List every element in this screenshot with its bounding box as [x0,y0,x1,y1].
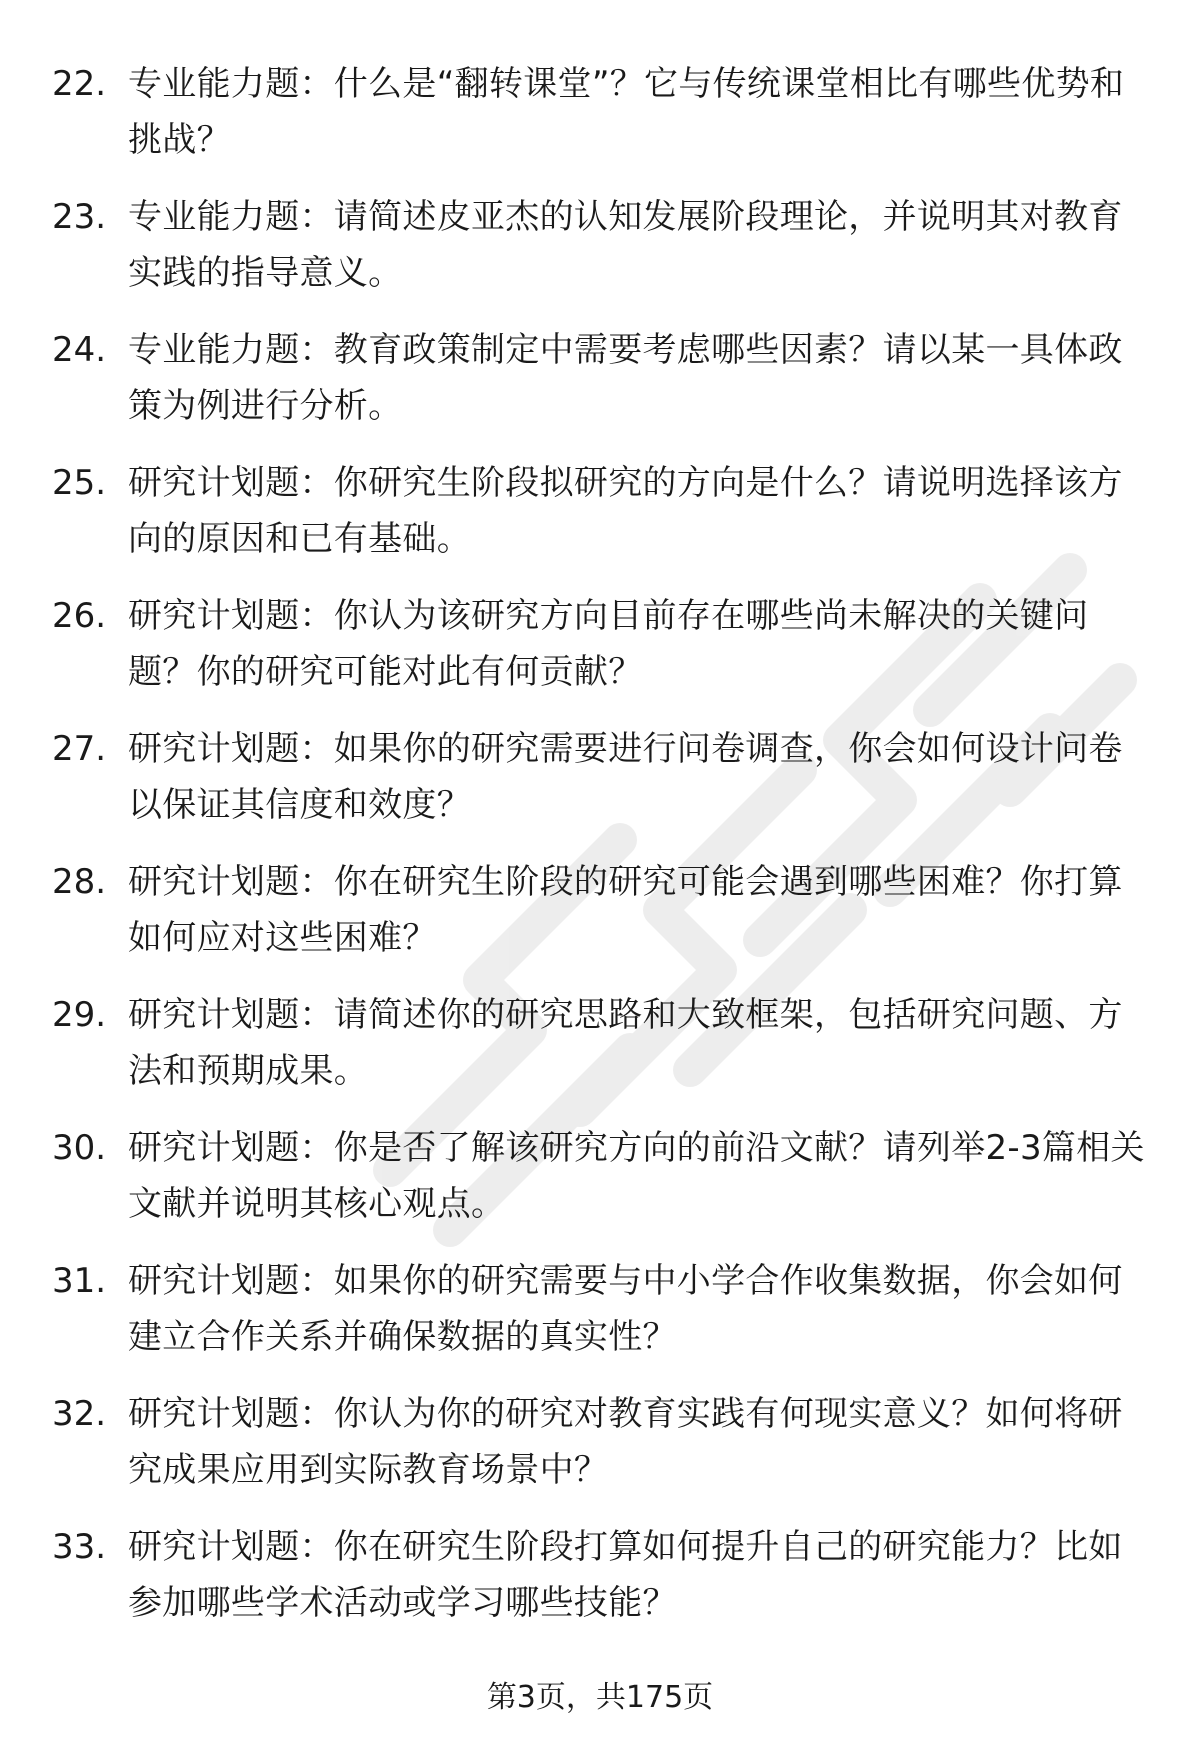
page-footer: 第3页，共175页 [486,1680,714,1715]
question-number: 25. [52,463,107,503]
question-number: 24. [52,330,107,370]
question-item [0,1511,1200,1644]
question-item [0,580,1200,713]
question-item [0,713,1200,846]
question-number: 22. [52,64,107,104]
question-text: 研究计划题：请简述你的研究思路和大致框架，包括研究问题、方法和预期成果。 [128,995,1123,1091]
question-text: 研究计划题：你认为该研究方向目前存在哪些尚未解决的关键问题？你的研究可能对此有何贡献？ [128,596,1089,692]
question-number: 29. [52,995,107,1035]
question-text: 研究计划题：你是否了解该研究方向的前沿文献？请列举2-3篇相关文献并说明其核心观点。 [128,1128,1145,1224]
question-number: 28. [52,862,107,902]
question-item [0,181,1200,314]
question-item [0,1378,1200,1511]
question-text: 研究计划题：你认为你的研究对教育实践有何现实意义？如何将研究成果应用到实际教育场景中？ [128,1394,1123,1490]
question-text: 专业能力题：什么是“翻转课堂”？它与传统课堂相比有哪些优势和挑战？ [128,64,1125,160]
question-item [0,1112,1200,1245]
question-number: 30. [52,1128,107,1168]
question-number: 26. [52,596,107,636]
question-number: 33. [52,1527,107,1567]
question-item [0,1245,1200,1378]
question-text: 研究计划题：你在研究生阶段打算如何提升自己的研究能力？比如参加哪些学术活动或学习哪些技能？ [128,1527,1123,1623]
question-number: 32. [52,1394,107,1434]
question-text: 研究计划题：如果你的研究需要进行问卷调查，你会如何设计问卷以保证其信度和效度？ [128,729,1123,825]
question-number: 23. [52,197,107,237]
question-item [0,314,1200,447]
question-item [0,846,1200,979]
question-text: 专业能力题：教育政策制定中需要考虑哪些因素？请以某一具体政策为例进行分析。 [128,330,1123,426]
question-text: 研究计划题：你研究生阶段拟研究的方向是什么？请说明选择该方向的原因和已有基础。 [128,463,1123,559]
question-text: 专业能力题：请简述皮亚杰的认知发展阶段理论，并说明其对教育实践的指导意义。 [128,197,1123,293]
question-item [0,447,1200,580]
question-item [0,979,1200,1112]
question-list [0,48,1200,1644]
question-text: 研究计划题：你在研究生阶段的研究可能会遇到哪些困难？你打算如何应对这些困难？ [128,862,1123,958]
question-number: 31. [52,1261,107,1301]
question-text: 研究计划题：如果你的研究需要与中小学合作收集数据，你会如何建立合作关系并确保数据的真实性？ [128,1261,1123,1357]
question-number: 27. [52,729,107,769]
question-item [0,48,1200,181]
